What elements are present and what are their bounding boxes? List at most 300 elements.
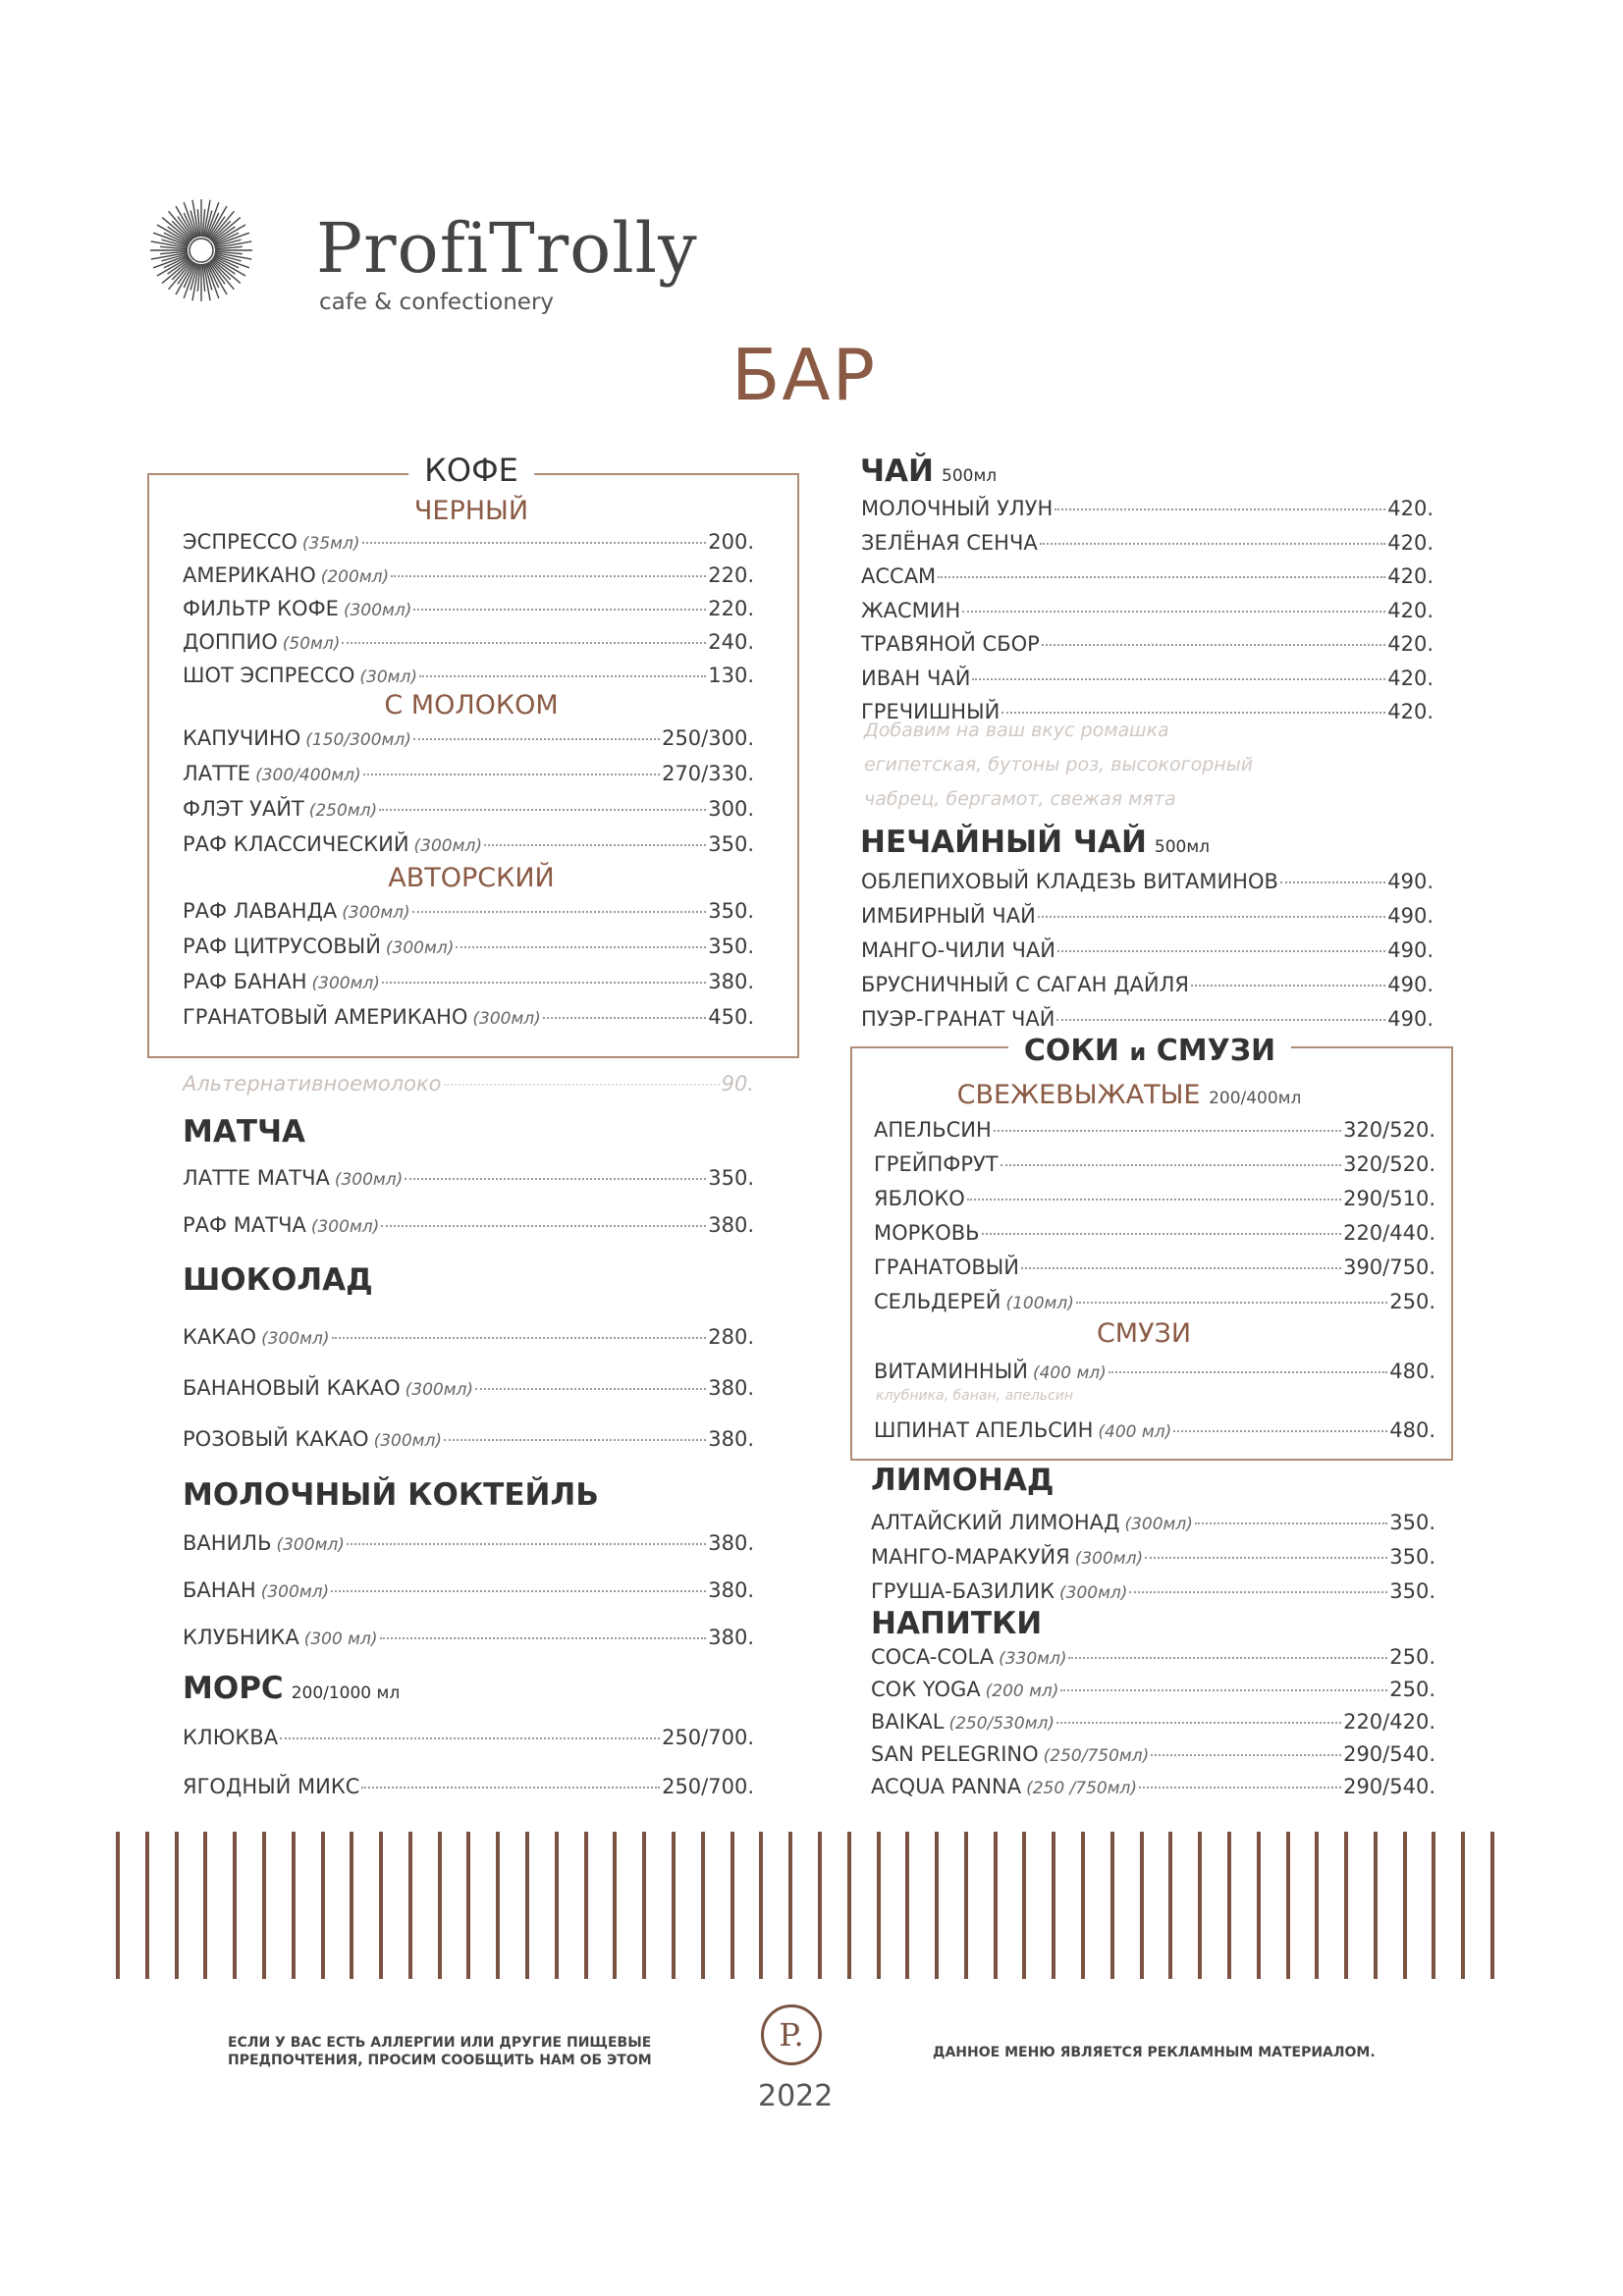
stripe-bar xyxy=(672,1832,676,1979)
dot-leader xyxy=(391,575,706,577)
dot-leader xyxy=(475,1388,706,1390)
menu-item xyxy=(183,726,754,750)
dot-leader xyxy=(1038,916,1385,918)
menu-item-volume: (300мл) xyxy=(413,836,482,856)
menu-item-price: 380. xyxy=(708,1578,754,1602)
drinks-title: НАПИТКИ xyxy=(871,1606,1043,1641)
menu-item-price: 490. xyxy=(1387,938,1434,962)
dot-leader xyxy=(361,1787,660,1789)
dot-leader xyxy=(1191,985,1385,987)
stripe-bar xyxy=(262,1832,266,1979)
menu-item-price: 250. xyxy=(1389,1645,1435,1669)
menu-item-price: 270/330. xyxy=(662,762,754,785)
juices-title-and: и xyxy=(1129,1039,1147,1066)
menu-item-price: 380. xyxy=(708,970,754,993)
stripe-bar xyxy=(496,1832,500,1979)
menu-item xyxy=(183,563,754,587)
menu-item-name: ФИЛЬТР КОФЕ xyxy=(183,597,339,620)
stripe-bar xyxy=(759,1832,763,1979)
menu-item-name: БРУСНИЧНЫЙ С САГАН ДАЙЛЯ xyxy=(861,973,1190,996)
menu-item-volume: (300мл) xyxy=(276,1535,345,1555)
menu-item xyxy=(861,564,1434,588)
menu-item-price: 240. xyxy=(708,630,754,654)
menu-item-price: 490. xyxy=(1387,870,1434,893)
menu-item-price: 280. xyxy=(708,1325,754,1349)
dot-leader xyxy=(332,1337,707,1339)
stripe-bar xyxy=(1110,1832,1114,1979)
menu-item xyxy=(871,1579,1435,1603)
dot-leader xyxy=(444,1084,720,1086)
dot-leader xyxy=(1056,1722,1341,1724)
menu-item xyxy=(183,530,754,554)
menu-item-volume: (150/300мл) xyxy=(305,730,411,750)
stripe-bar xyxy=(964,1832,968,1979)
stripe-bar xyxy=(730,1832,734,1979)
menu-item-volume: (250/530мл) xyxy=(948,1714,1055,1734)
menu-item-price: 350. xyxy=(708,934,754,958)
dot-leader xyxy=(1060,1689,1387,1691)
menu-item-price: 220. xyxy=(708,597,754,620)
stripe-bar xyxy=(788,1832,792,1979)
decorative-stripes xyxy=(116,1832,1490,1979)
menu-item-name: ГРЕЧИШНЫЙ xyxy=(861,700,1001,723)
menu-item xyxy=(871,1511,1435,1534)
dot-leader xyxy=(347,1543,706,1545)
stripe-bar xyxy=(1140,1832,1144,1979)
menu-item-price: 250. xyxy=(1389,1678,1435,1701)
juices-title-main: СОКИ xyxy=(1023,1034,1119,1068)
menu-item-name: АМЕРИКАНО xyxy=(183,563,316,587)
stripe-bar xyxy=(905,1832,909,1979)
menu-item-price: 490. xyxy=(1387,904,1434,928)
menu-item-volume: (50мл) xyxy=(282,634,341,654)
menu-item-volume: (300мл) xyxy=(310,1217,380,1237)
menu-item-name: ЯБЛОКО xyxy=(874,1187,965,1210)
menu-item-name: РОЗОВЫЙ КАКАО xyxy=(183,1427,369,1451)
stripe-bar xyxy=(145,1832,149,1979)
menu-item-name: СЕЛЬДЕРЕЙ xyxy=(874,1290,1001,1313)
menu-item xyxy=(183,1325,754,1349)
menu-item-name: ГРЕЙПФРУТ xyxy=(874,1152,999,1176)
menu-item-volume: (35мл) xyxy=(301,534,360,554)
menu-item-price: 220/440. xyxy=(1343,1221,1435,1245)
tea-note-line: египетская, бутоны роз, высокогорный xyxy=(864,754,1254,775)
stripe-bar xyxy=(175,1832,179,1979)
menu-item xyxy=(183,1166,754,1190)
menu-item-name: ДОППИО xyxy=(183,630,278,654)
menu-item-volume: (300мл) xyxy=(1124,1515,1193,1534)
stripe-bar xyxy=(438,1832,442,1979)
menu-item-price: 250/700. xyxy=(662,1775,754,1798)
menu-item xyxy=(183,597,754,620)
dot-leader xyxy=(444,1439,706,1441)
menu-item xyxy=(861,904,1434,928)
menu-item-name: ШПИНАТ АПЕЛЬСИН xyxy=(874,1418,1094,1442)
stripe-bar xyxy=(642,1832,646,1979)
menu-item-price: 350. xyxy=(708,899,754,923)
dot-leader xyxy=(419,675,706,677)
dot-leader xyxy=(382,982,706,984)
menu-item xyxy=(183,1427,754,1451)
juices-title xyxy=(1008,1034,1291,1068)
menu-item-price: 320/520. xyxy=(1343,1118,1435,1142)
stripe-bar xyxy=(350,1832,353,1979)
menu-item xyxy=(183,1775,754,1798)
menu-item-price: 130. xyxy=(708,664,754,687)
menu-item xyxy=(861,497,1434,520)
lemonade-title: ЛИМОНАД xyxy=(871,1463,1055,1498)
menu-item-name: МОЛОЧНЫЙ УЛУН xyxy=(861,497,1054,520)
coffee-author-label: АВТОРСКИЙ xyxy=(388,863,555,893)
menu-item-name: СОК YOGA xyxy=(871,1678,981,1701)
menu-item-price: 350. xyxy=(1389,1545,1435,1569)
menu-item-price: 380. xyxy=(708,1376,754,1400)
menu-item xyxy=(183,1626,754,1649)
menu-item-name: РАФ МАТЧА xyxy=(183,1213,306,1237)
dot-leader xyxy=(363,774,660,775)
menu-item-price: 350. xyxy=(1389,1579,1435,1603)
coffee-title: КОФЕ xyxy=(408,452,534,489)
fresh-label-text: СВЕЖЕВЫЖАТЫЕ xyxy=(956,1080,1201,1110)
menu-item-price: 450. xyxy=(708,1005,754,1029)
menu-item xyxy=(861,531,1434,555)
matcha-title: МАТЧА xyxy=(183,1114,306,1149)
dot-leader xyxy=(962,611,1385,613)
menu-item-price: 320/520. xyxy=(1343,1152,1435,1176)
menu-item xyxy=(183,664,754,687)
menu-item-name: ЛАТТЕ xyxy=(183,762,251,785)
stripe-bar xyxy=(1227,1832,1231,1979)
menu-item-price: 350. xyxy=(708,832,754,856)
menu-item-name: ШОТ ЭСПРЕССО xyxy=(183,664,355,687)
dot-leader xyxy=(1056,1019,1385,1021)
mors-title-text: МОРС xyxy=(183,1671,284,1706)
menu-item-price: 420. xyxy=(1387,530,1434,555)
tea-note-line: Добавим на ваш вкус ромашка xyxy=(864,720,1169,741)
chocolate-title: ШОКОЛАД xyxy=(183,1262,373,1298)
stripe-bar xyxy=(233,1832,237,1979)
menu-item-price: 300. xyxy=(708,797,754,821)
menu-item-price: 220/420. xyxy=(1343,1710,1435,1734)
menu-item-name: ОБЛЕПИХОВЫЙ КЛАДЕЗЬ ВИТАМИНОВ xyxy=(861,870,1278,893)
stripe-bar xyxy=(1432,1832,1435,1979)
tea-title-text: ЧАЙ xyxy=(860,454,934,489)
menu-item-name: РАФ ЦИТРУСОВЫЙ xyxy=(183,934,381,958)
menu-item-price: 380. xyxy=(708,1531,754,1555)
smoothie-label: СМУЗИ xyxy=(1096,1318,1192,1349)
menu-item xyxy=(861,700,1434,723)
menu-year: 2022 xyxy=(758,2079,834,2113)
dot-leader xyxy=(1001,712,1385,714)
menu-item-volume: (100мл) xyxy=(1005,1294,1074,1313)
brand-tagline: cafe & confectionery xyxy=(319,290,555,315)
mors-title xyxy=(183,1671,400,1706)
dot-leader xyxy=(938,576,1385,578)
stripe-bar xyxy=(203,1832,207,1979)
stripe-bar xyxy=(1344,1832,1348,1979)
menu-item xyxy=(871,1678,1435,1701)
dot-leader xyxy=(1139,1787,1341,1789)
menu-item-volume: (300мл) xyxy=(1059,1583,1128,1603)
menu-item-price: 290/540. xyxy=(1343,1742,1435,1766)
menu-item-volume: (200 мл) xyxy=(985,1682,1059,1701)
menu-item-volume: (300мл) xyxy=(342,903,410,923)
menu-item xyxy=(183,1213,754,1237)
menu-item-volume: (300мл) xyxy=(261,1329,330,1349)
dot-leader xyxy=(362,542,707,544)
stripe-bar xyxy=(994,1832,998,1979)
menu-item-name: ЖАСМИН xyxy=(861,598,961,622)
menu-item-price: 290/540. xyxy=(1343,1775,1435,1798)
dot-leader xyxy=(1040,543,1386,545)
menu-item-volume: (400 мл) xyxy=(1032,1363,1107,1383)
mors-volume: 200/1000 мл xyxy=(291,1683,401,1703)
menu-item xyxy=(861,870,1434,893)
menu-item-price: 420. xyxy=(1387,497,1434,520)
menu-item-name: КЛЮКВА xyxy=(183,1726,279,1749)
coffee-milk-label: С МОЛОКОМ xyxy=(384,690,559,721)
menu-item-name: ВИТАМИННЫЙ xyxy=(874,1360,1028,1383)
menu-item-price: 390/750. xyxy=(1343,1255,1435,1279)
tea-volume: 500мл xyxy=(942,466,998,486)
menu-item-name: БАНАНОВЫЙ КАКАО xyxy=(183,1376,401,1400)
dot-leader xyxy=(1195,1522,1387,1524)
stripe-bar xyxy=(613,1832,617,1979)
menu-item xyxy=(183,934,754,958)
dot-leader xyxy=(381,1225,706,1227)
sun-logo-icon xyxy=(147,196,255,304)
menu-item xyxy=(871,1645,1435,1669)
stripe-bar xyxy=(1198,1832,1202,1979)
fresh-label xyxy=(957,1080,1302,1110)
menu-item-volume: (300мл) xyxy=(334,1170,404,1190)
menu-item-price: 380. xyxy=(708,1427,754,1451)
stripe-bar xyxy=(555,1832,559,1979)
dot-leader xyxy=(380,1637,707,1639)
menu-item xyxy=(183,1376,754,1400)
brand-name: ProfiTrolly xyxy=(316,208,698,289)
menu-item-price: 290/510. xyxy=(1343,1187,1435,1210)
stripe-bar xyxy=(847,1832,851,1979)
brand-seal-icon: P. xyxy=(761,2004,822,2065)
menu-item-name: АЛТАЙСКИЙ ЛИМОНАД xyxy=(871,1511,1120,1534)
menu-item-name: ГРАНАТОВЫЙ АМЕРИКАНО xyxy=(183,1005,468,1029)
menu-item-price: 420. xyxy=(1387,564,1434,588)
allergy-notice: ЕСЛИ У ВАС ЕСТЬ АЛЛЕРГИИ ИЛИ ДРУГИЕ ПИЩЕВЫЕ ПРЕДПОЧТЕНИЯ, ПРОСИМ СООБЩИТЬ НАМ ОБ ЭТОМ xyxy=(228,2035,652,2068)
dot-leader xyxy=(413,609,706,611)
menu-item-price: 490. xyxy=(1387,973,1434,996)
menu-item xyxy=(861,599,1434,622)
dot-leader xyxy=(331,1590,706,1592)
stripe-bar xyxy=(466,1832,470,1979)
menu-item-name: ИВАН ЧАЙ xyxy=(861,666,971,690)
dot-leader xyxy=(342,642,706,644)
menu-item-price: 250/700. xyxy=(662,1726,754,1749)
dot-leader xyxy=(412,911,707,913)
menu-item xyxy=(183,1531,754,1555)
menu-item-name: SAN PELEGRINO xyxy=(871,1742,1039,1766)
stripe-bar xyxy=(408,1832,412,1979)
alt-milk-item xyxy=(183,1072,754,1095)
menu-item-name: ФЛЭТ УАЙТ xyxy=(183,797,304,821)
stripe-bar xyxy=(701,1832,705,1979)
menu-item-volume: (300мл) xyxy=(1074,1549,1144,1569)
menu-item xyxy=(861,1007,1434,1031)
menu-item xyxy=(871,1775,1435,1798)
menu-item xyxy=(183,1005,754,1029)
stripe-bar xyxy=(1168,1832,1172,1979)
menu-item-name: ТРАВЯНОЙ СБОР xyxy=(861,632,1040,656)
menu-item xyxy=(183,762,754,785)
menu-item-name: РАФ БАНАН xyxy=(183,970,307,993)
stripe-bar xyxy=(877,1832,881,1979)
menu-item-name: БАНАН xyxy=(183,1578,256,1602)
menu-item-name: BAIKAL xyxy=(871,1710,945,1734)
nontea-title xyxy=(860,825,1210,860)
menu-item xyxy=(183,1578,754,1602)
stripe-bar xyxy=(1081,1832,1085,1979)
menu-item xyxy=(183,970,754,993)
stripe-bar xyxy=(525,1832,529,1979)
menu-item-volume: (400 мл) xyxy=(1098,1422,1172,1442)
menu-item-name: ИМБИРНЫЙ ЧАЙ xyxy=(861,904,1036,928)
stripe-bar xyxy=(1286,1832,1290,1979)
dot-leader xyxy=(405,1178,706,1180)
menu-item-name: МАНГО-ЧИЛИ ЧАЙ xyxy=(861,938,1055,962)
stripe-bar xyxy=(1374,1832,1378,1979)
dot-leader xyxy=(1151,1754,1341,1756)
menu-item-price: 220. xyxy=(708,563,754,587)
menu-item-price: 350. xyxy=(708,1166,754,1190)
fresh-volume: 200/400мл xyxy=(1209,1089,1302,1108)
milkshake-title: МОЛОЧНЫЙ КОКТЕЙЛЬ xyxy=(183,1477,599,1513)
dot-leader xyxy=(280,1737,660,1739)
menu-item-volume: (300мл) xyxy=(311,974,380,993)
menu-item-name: РАФ ЛАВАНДА xyxy=(183,899,338,923)
dot-leader xyxy=(379,809,706,811)
juices-title-second: СМУЗИ xyxy=(1156,1034,1276,1068)
menu-item-name: Альтернативноемолоко xyxy=(183,1072,442,1095)
menu-item xyxy=(183,797,754,821)
coffee-black-label: ЧЕРНЫЙ xyxy=(413,496,529,526)
menu-item-name: ЛАТТЕ МАТЧА xyxy=(183,1166,330,1190)
menu-item-volume: (300 мл) xyxy=(303,1629,378,1649)
smoothie-note: клубника, банан, апельсин xyxy=(876,1388,1074,1404)
stripe-bar xyxy=(379,1832,383,1979)
dot-leader xyxy=(1068,1657,1387,1659)
menu-item xyxy=(861,632,1434,656)
menu-item-price: 420. xyxy=(1387,598,1434,622)
stripe-bar xyxy=(1461,1832,1465,1979)
menu-item-price: 420. xyxy=(1387,632,1434,656)
menu-item-price: 490. xyxy=(1387,1007,1434,1031)
menu-item-price: 420. xyxy=(1387,700,1434,723)
menu-item-price: 200. xyxy=(708,530,754,554)
tea-title xyxy=(860,454,997,489)
menu-item-volume: (200мл) xyxy=(320,567,390,587)
menu-item-volume: (30мл) xyxy=(359,667,417,687)
menu-item xyxy=(183,630,754,654)
menu-item-name: КАКАО xyxy=(183,1325,257,1349)
advertising-notice: ДАННОЕ МЕНЮ ЯВЛЯЕТСЯ РЕКЛАМНЫМ МАТЕРИАЛОМ. xyxy=(933,2045,1376,2060)
menu-item-price: 420. xyxy=(1387,666,1434,690)
dot-leader xyxy=(1129,1591,1387,1593)
menu-item xyxy=(861,973,1434,996)
dot-leader xyxy=(413,738,660,740)
menu-item xyxy=(861,667,1434,690)
menu-item-name: МОРКОВЬ xyxy=(874,1221,980,1245)
stripe-bar xyxy=(116,1832,120,1979)
menu-item-name: ЭСПРЕССО xyxy=(183,530,298,554)
menu-item-volume: (250мл) xyxy=(308,801,378,821)
menu-item-volume: (250 /750мл) xyxy=(1026,1779,1138,1798)
dot-leader xyxy=(543,1017,706,1019)
menu-item xyxy=(871,1742,1435,1766)
menu-item-price: 250. xyxy=(1389,1290,1435,1313)
menu-item-name: РАФ КЛАССИЧЕСКИЙ xyxy=(183,832,409,856)
stripe-bar xyxy=(1315,1832,1319,1979)
stripe-bar xyxy=(1257,1832,1261,1979)
stripe-bar xyxy=(1490,1832,1494,1979)
menu-item-name: ACQUA PANNA xyxy=(871,1775,1022,1798)
menu-item xyxy=(871,1710,1435,1734)
dot-leader xyxy=(1145,1557,1387,1559)
menu-item-name: ГРУША-БАЗИЛИК xyxy=(871,1579,1055,1603)
tea-note-line: чабрец, бергамот, свежая мята xyxy=(864,788,1176,810)
stripe-bar xyxy=(935,1832,939,1979)
menu-item-name: COCA-COLA xyxy=(871,1645,995,1669)
menu-item-name: ПУЭР-ГРАНАТ ЧАЙ xyxy=(861,1007,1055,1031)
menu-item-name: ВАНИЛЬ xyxy=(183,1531,272,1555)
menu-item xyxy=(183,832,754,856)
stripe-bar xyxy=(1022,1832,1026,1979)
menu-item-name: КАПУЧИНО xyxy=(183,726,301,750)
dot-leader xyxy=(1042,644,1385,646)
stripe-bar xyxy=(1052,1832,1055,1979)
menu-item-price: 350. xyxy=(1389,1511,1435,1534)
menu-item-name: КЛУБНИКА xyxy=(183,1626,299,1649)
menu-item xyxy=(871,1545,1435,1569)
menu-item-name: ЯГОДНЫЙ МИКС xyxy=(183,1775,360,1798)
menu-item-volume: (300мл) xyxy=(472,1009,541,1029)
menu-item-price: 380. xyxy=(708,1213,754,1237)
stripe-bar xyxy=(1403,1832,1407,1979)
menu-item-price: 380. xyxy=(708,1626,754,1649)
menu-item-name: АПЕЛЬСИН xyxy=(874,1118,992,1142)
menu-item-price: 480. xyxy=(1389,1418,1435,1442)
menu-item-name: ЗЕЛЁНАЯ СЕНЧА xyxy=(861,530,1038,555)
dot-leader xyxy=(456,946,706,948)
menu-item xyxy=(183,1726,754,1749)
menu-item-name: ГРАНАТОВЫЙ xyxy=(874,1255,1019,1279)
menu-item-volume: (300мл) xyxy=(343,601,412,620)
stripe-bar xyxy=(818,1832,822,1979)
dot-leader xyxy=(1280,881,1385,883)
stripe-bar xyxy=(321,1832,325,1979)
menu-item-name: АССАМ xyxy=(861,564,937,588)
nontea-volume: 500мл xyxy=(1154,837,1211,857)
menu-item-volume: (300мл) xyxy=(260,1582,330,1602)
nontea-title-text: НЕЧАЙНЫЙ ЧАЙ xyxy=(860,825,1147,860)
dot-leader xyxy=(972,678,1385,680)
menu-item xyxy=(183,899,754,923)
menu-item-price: 250/300. xyxy=(662,726,754,750)
menu-item-volume: (300мл) xyxy=(405,1380,474,1400)
menu-item-volume: (330мл) xyxy=(999,1649,1067,1669)
dot-leader xyxy=(1055,508,1385,510)
menu-item-price: 480. xyxy=(1389,1360,1435,1383)
menu-item-volume: (300мл) xyxy=(385,938,455,958)
